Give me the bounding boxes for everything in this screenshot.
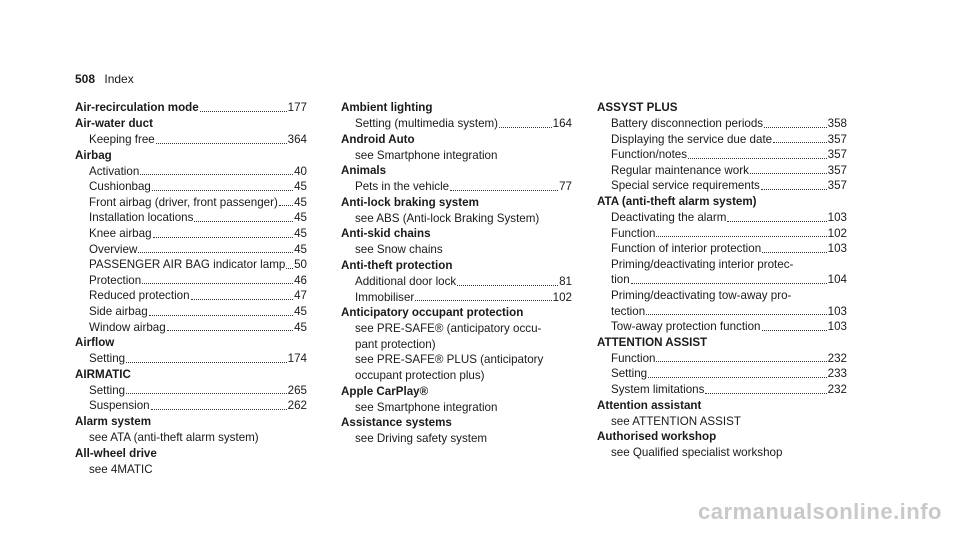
subentry-text: Priming/deactivating tow-away pro- (611, 288, 792, 302)
page-reference: 45 (294, 242, 307, 256)
leader-dots (156, 132, 287, 144)
index-term: Anti-lock braking system (341, 195, 479, 209)
subentry-text: Displaying the service due date (611, 132, 773, 146)
page-reference: 45 (294, 180, 307, 194)
subentry-text: System limitations (611, 382, 705, 396)
index-entry-heading (341, 226, 572, 242)
subentry-text: see Snow chains (355, 243, 443, 257)
subentry-text: Protection (89, 273, 142, 287)
subentry-text: Tow-away protection function (611, 320, 761, 334)
index-entry-heading (75, 414, 307, 430)
page-reference: 262 (287, 399, 307, 413)
leader-dots (631, 272, 827, 284)
index-entry-heading (75, 446, 307, 462)
index-subentry (75, 195, 307, 211)
subentry-text: Window airbag (89, 320, 166, 334)
leader-dots (646, 304, 826, 316)
leader-dots (149, 304, 293, 316)
index-entry (341, 163, 572, 195)
page-reference: 40 (294, 164, 307, 178)
index-term: Android Auto (341, 132, 415, 146)
page-header (75, 72, 134, 86)
subentry-text: Setting (89, 352, 126, 366)
page-reference: 358 (827, 117, 847, 130)
subentry-text: Installation locations (89, 211, 194, 225)
subentry-text: Priming/deactivating interior protec- (611, 257, 794, 271)
index-subentry (597, 116, 847, 132)
page-reference: 233 (827, 367, 847, 381)
index-subentry (597, 241, 847, 257)
subentry-text: Knee airbag (89, 226, 152, 240)
index-subentry (75, 351, 307, 367)
index-term: Anti-skid chains (341, 227, 431, 241)
leader-dots (415, 290, 551, 302)
index-subentry (597, 132, 847, 148)
page-reference: 102 (552, 290, 572, 304)
index-subentry (597, 414, 847, 430)
index-term: Anti-theft protection (341, 258, 453, 272)
page-reference: 103 (827, 320, 847, 334)
index-entry-heading (341, 100, 572, 116)
index-term: Attention assistant (597, 398, 702, 412)
index-subentry (75, 242, 307, 258)
index-subentry (341, 352, 572, 368)
index-term: ASSYST PLUS (597, 101, 678, 114)
index-subentry (75, 132, 307, 148)
subentry-text: Suspension (89, 399, 150, 413)
index-entry (341, 384, 572, 416)
page-reference: 177 (287, 101, 307, 114)
page-reference: 364 (287, 133, 307, 146)
index-subentry (341, 321, 572, 337)
page-reference: 45 (294, 211, 307, 225)
subentry-text: Overview (89, 242, 138, 256)
subentry-text: see 4MATIC (89, 462, 153, 476)
index-subentry (597, 319, 847, 335)
leader-dots (200, 100, 287, 112)
index-subentry (75, 210, 307, 226)
leader-dots (191, 288, 294, 300)
index-entry-heading (341, 132, 572, 148)
index-entry (597, 335, 847, 398)
page-reference: 357 (827, 148, 847, 162)
index-entry (75, 335, 307, 367)
index-term: ATTENTION ASSIST (597, 335, 708, 349)
index-subentry (75, 273, 307, 289)
index-term: All-wheel drive (75, 446, 157, 460)
index-entry-heading (75, 335, 307, 351)
subentry-text: see Driving safety system (355, 432, 488, 446)
index-subentry (75, 383, 307, 399)
subentry-text: Function (611, 226, 656, 240)
subentry-text: tion (611, 273, 630, 287)
index-column-3 (597, 100, 847, 461)
page-reference: 50 (294, 258, 307, 272)
subentry-text: see ATTENTION ASSIST (611, 414, 741, 428)
index-subentry (341, 148, 572, 164)
index-entry (597, 398, 847, 430)
index-subentry (75, 398, 307, 414)
index-entry-heading (341, 258, 572, 274)
page-number: 508 (75, 72, 96, 86)
leader-dots (656, 351, 826, 363)
page-reference: 357 (827, 163, 847, 177)
leader-dots (688, 147, 827, 159)
index-subentry (597, 226, 847, 242)
index-subentry (75, 257, 307, 273)
subentry-text: see PRE-SAFE® PLUS (anticipatory (355, 353, 544, 367)
index-subentry (75, 164, 307, 180)
index-entry-heading (597, 335, 847, 351)
leader-dots (764, 116, 827, 128)
subentry-text: Front airbag (driver, front passenger) (89, 195, 278, 209)
leader-dots (286, 257, 293, 269)
subentry-text: occupant protection plus) (355, 368, 485, 382)
leader-dots (773, 132, 827, 144)
subentry-text: Regular maintenance work (611, 163, 749, 177)
leader-dots (140, 164, 293, 176)
page-reference: 103 (827, 304, 847, 318)
leader-dots (194, 210, 293, 222)
subentry-text: Activation (89, 164, 140, 178)
index-term: Alarm system (75, 414, 152, 428)
index-subentry (597, 351, 847, 367)
watermark: carmanualsonline.info (698, 499, 942, 524)
subentry-text: Additional door lock (355, 274, 457, 288)
index-entry-heading (75, 100, 307, 116)
index-subentry (341, 337, 572, 353)
index-entry (597, 194, 847, 335)
index-entry (341, 100, 572, 132)
index-subentry (75, 430, 307, 446)
index-entry-heading (75, 367, 307, 383)
index-subentry (597, 382, 847, 398)
section-title: Index (104, 72, 134, 86)
subentry-text: see Qualified specialist workshop (611, 446, 783, 460)
subentry-text: Function of interior protection (611, 242, 762, 256)
index-subentry (597, 178, 847, 194)
index-entry-heading (597, 100, 847, 116)
index-entry-heading (341, 305, 572, 321)
index-term: ATA (anti-theft alarm system) (597, 194, 757, 208)
index-entry-heading (597, 398, 847, 414)
index-term: Authorised workshop (597, 430, 717, 444)
index-entry (75, 414, 307, 446)
index-subentry (597, 210, 847, 226)
subentry-text: Side airbag (89, 304, 148, 318)
index-entry-heading (597, 429, 847, 445)
index-subentry (341, 116, 572, 132)
index-entry (75, 367, 307, 414)
page-reference: 45 (294, 304, 307, 318)
index-subentry (597, 366, 847, 382)
index-entry (75, 446, 307, 478)
leader-dots (762, 319, 827, 331)
index-entry (597, 429, 847, 461)
index-entry (341, 305, 572, 383)
index-subentry (597, 257, 847, 273)
index-entry (75, 148, 307, 336)
index-subentry (341, 431, 572, 447)
subentry-text: tection (611, 304, 646, 318)
subentry-text: Special service requirements (611, 179, 760, 193)
subentry-text: see Smartphone integration (355, 400, 498, 414)
leader-dots (450, 179, 558, 191)
index-term: Anticipatory occupant protection (341, 306, 524, 320)
page-reference: 357 (827, 179, 847, 193)
subentry-text: see Smartphone integration (355, 148, 498, 162)
index-subentry (75, 226, 307, 242)
leader-dots (750, 163, 827, 175)
leader-dots (153, 226, 294, 238)
subentry-text: see ATA (anti-theft alarm system) (89, 430, 259, 444)
index-term: AIRMATIC (75, 367, 131, 381)
index-column-1 (75, 100, 307, 477)
index-entry-heading (341, 384, 572, 400)
subentry-text: Reduced protection (89, 289, 190, 303)
subentry-text: Setting (multimedia system) (355, 117, 499, 130)
subentry-text: see PRE-SAFE® (anticipatory occu- (355, 322, 542, 336)
index-subentry (341, 242, 572, 258)
index-term: Apple CarPlay® (341, 384, 429, 398)
index-entry-heading (341, 163, 572, 179)
index-entry (341, 258, 572, 305)
index-subentry (341, 211, 572, 227)
leader-dots (761, 178, 827, 190)
leader-dots (705, 382, 826, 394)
index-subentry (341, 400, 572, 416)
leader-dots (167, 320, 293, 332)
index-term: Airbag (75, 148, 112, 162)
leader-dots (126, 383, 287, 395)
page-reference: 164 (552, 117, 572, 130)
page-reference: 357 (827, 132, 847, 146)
index-term: Airflow (75, 336, 115, 350)
subentry-text: Keeping free (89, 133, 155, 146)
index-entry (75, 100, 307, 116)
index-entry-heading (341, 195, 572, 211)
index-entry (597, 100, 847, 194)
page-reference: 232 (827, 351, 847, 365)
page-reference: 81 (559, 274, 572, 288)
subentry-text: PASSENGER AIR BAG indicator lamp (89, 258, 286, 272)
subentry-text: Function (611, 351, 656, 365)
page-reference: 232 (827, 382, 847, 396)
index-subentry (597, 304, 847, 320)
page-reference: 174 (287, 352, 307, 366)
subentry-text: Setting (89, 383, 126, 397)
page-reference: 45 (294, 226, 307, 240)
subentry-text: Cushionbag (89, 180, 151, 194)
leader-dots (138, 242, 293, 254)
page-reference: 103 (827, 242, 847, 256)
index-term: Assistance systems (341, 416, 452, 430)
page-reference: 47 (294, 289, 307, 303)
subentry-text: Immobiliser (355, 290, 415, 304)
index-subentry (75, 462, 307, 478)
index-term: Air-water duct (75, 117, 153, 130)
index-subentry (341, 368, 572, 384)
index-entry-heading (75, 116, 307, 132)
leader-dots (126, 351, 287, 363)
page-reference: 102 (827, 226, 847, 240)
subentry-text: Function/notes (611, 148, 688, 162)
index-subentry (597, 288, 847, 304)
subentry-text: Deactivating the alarm (611, 210, 727, 224)
index-subentry (597, 163, 847, 179)
leader-dots (762, 241, 827, 253)
index-entry-heading (75, 148, 307, 164)
leader-dots (648, 366, 827, 378)
index-subentry (597, 147, 847, 163)
index-subentry (341, 290, 572, 306)
page-reference: 45 (294, 320, 307, 334)
index-subentry (341, 274, 572, 290)
index-subentry (75, 288, 307, 304)
leader-dots (457, 274, 558, 286)
subentry-text: Battery disconnection periods (611, 117, 764, 130)
index-subentry (75, 179, 307, 195)
page-reference: 77 (559, 180, 572, 194)
index-entry-heading (341, 415, 572, 431)
index-column-2 (341, 100, 572, 447)
subentry-text: pant protection) (355, 337, 436, 351)
subentry-text: Setting (611, 367, 648, 381)
index-subentry (597, 272, 847, 288)
index-term: Ambient lighting (341, 101, 433, 114)
index-subentry (341, 179, 572, 195)
page-reference: 103 (827, 210, 847, 224)
index-subentry (75, 320, 307, 336)
leader-dots (279, 195, 293, 207)
index-entry (341, 132, 572, 164)
leader-dots (152, 179, 293, 191)
index-term: Air-recirculation mode (75, 101, 199, 114)
leader-dots (656, 226, 826, 238)
index-entry (341, 415, 572, 447)
index-term: Animals (341, 164, 387, 178)
page-reference: 265 (287, 383, 307, 397)
index-entry-heading (597, 194, 847, 210)
leader-dots (142, 273, 293, 285)
subentry-text: Pets in the vehicle (355, 180, 450, 194)
index-entry (341, 195, 572, 227)
leader-dots (727, 210, 826, 222)
index-subentry (75, 304, 307, 320)
page-reference: 46 (294, 273, 307, 287)
subentry-text: see ABS (Anti-lock Braking System) (355, 211, 540, 225)
page-reference: 45 (294, 195, 307, 209)
index-entry (75, 116, 307, 148)
leader-dots (499, 116, 552, 128)
page-reference: 104 (827, 273, 847, 287)
index-entry (341, 226, 572, 258)
index-subentry (597, 445, 847, 461)
leader-dots (151, 398, 287, 410)
